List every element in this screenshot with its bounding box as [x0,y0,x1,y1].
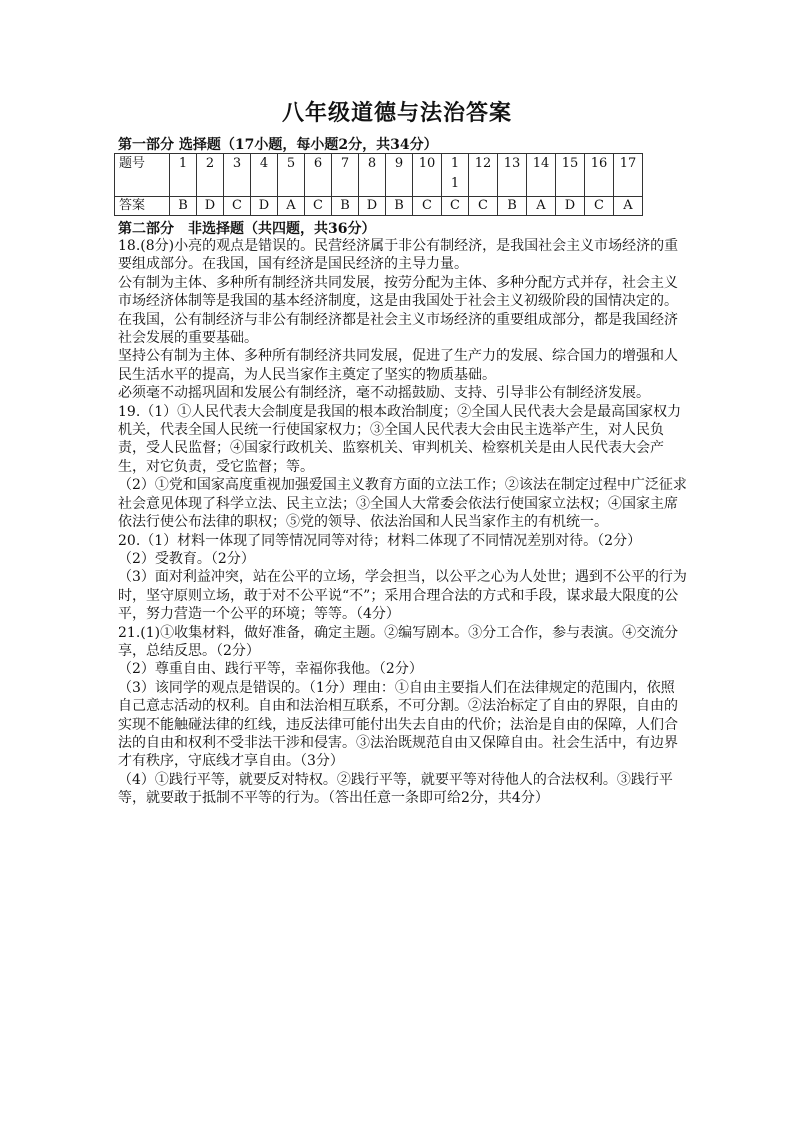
question-number: 15 [556,154,585,197]
answer-cell: D [197,197,224,216]
row-label-question-number: 题号 [115,154,170,197]
answer-cell: B [332,197,359,216]
answer-paragraph-q21-4: （4）①践行平等，就要反对特权。②践行平等，就要平等对待他人的合法权利。③践行平等，就要敢于抵制不平等的行为。（答出任意一条即可给2分，共4分） [118,771,673,807]
question-number: 3 [224,154,251,197]
question-number: 9 [386,154,413,197]
answer-cell: A [278,197,305,216]
answer-cell: D [359,197,386,216]
answer-table [114,153,643,216]
answer-paragraph-q18: 公有制为主体、多种所有制经济共同发展，按劳分配为主体、多种分配方式并存，社会主义市场经济体制等是我国的基本经济制度，这是由我国处于社会主义初级阶段的国情决定的。在我国，公有制经济与非公有制经济都是社会主义市场经济的重要组成部分，都是我国经济社会发展的重要基础。 [118,274,678,347]
question-number-row [115,154,643,197]
answer-paragraph-q20-3: （3）面对利益冲突，站在公平的立场，学会担当，以公平之心为人处世；遇到不公平的行为时，坚守原则立场，敢于对不公平说“不”；采用合理合法的方式和手段，谋求最大限度的公平，努力营造一个公平的环境；等等。（4分） [118,569,687,623]
question-number: 14 [527,154,556,197]
question-number: 4 [251,154,278,197]
question-number: 10 [413,154,442,197]
question-number: 2 [197,154,224,197]
answer-cell: C [305,197,332,216]
section2-heading: 第二部分 非选择题（共四题，共36分） [118,221,376,237]
answer-body [118,237,688,808]
question-number: 5 [278,154,305,197]
question-number: 1 1 [442,154,469,197]
answer-paragraph-q19-2: （2）①党和国家高度重视加强爱国主义教育方面的立法工作；②该法在制定过程中广泛征求社会意见体现了科学立法、民主立法；③全国人大常委会依法行使国家立法权；④国家主席依法行使公布法律的职权；⑤党的领导、依法治国和人民当家作主的有机统一。 [118,477,687,531]
question-number: 8 [359,154,386,197]
page-title: 八年级道德与法治答案 [281,100,512,126]
answer-cell: A [527,197,556,216]
question-number: 16 [585,154,614,197]
answer-cell: D [556,197,585,216]
question-number: 6 [305,154,332,197]
answer-cell: C [413,197,442,216]
section1-heading: 第一部分 选择题（17小题，每小题2分，共34分） [118,137,438,153]
answer-paragraph-q21-3: （3）该同学的观点是错误的。（1分）理由：①自由主要指人们在法律规定的范围内，依照自己意志活动的权利。自由和法治相互联系，不可分割。②法治标定了自由的界限，自由的实现不能触碰法律的红线，违反法律可能付出失去自由的代价；法治是自由的保障，人们合法的自由和权利不受非法干涉和侵害。③法治既规范自由又保障自由。社会生活中，有边界才有秩序，守底线才享自由。（3分） [118,679,678,770]
answer-cell: D [251,197,278,216]
answer-cell: C [469,197,498,216]
answer-paragraph-q18: 必须毫不动摇巩固和发展公有制经济，毫不动摇鼓励、支持、引导非公有制经济发展。 [118,385,650,402]
answer-paragraph-q19-1: 19.（1）①人民代表大会制度是我国的根本政治制度；②全国人民代表大会是最高国家权力机关，代表全国人民统一行使国家权力；③全国人民代表大会由民主选举产生，对人民负责，受人民监督；④国家行政机关、监察机关、审判机关、检察机关是由人民代表大会产生，对它负责，受它监督；等。 [118,403,682,475]
answer-row [115,197,643,216]
question-number: 13 [498,154,527,197]
answer-paragraph-q18: 18.(8分)小亮的观点是错误的。民营经济属于非公有制经济，是我国社会主义市场经济的重要组成部分。在我国，国有经济是国民经济的主导力量。 [118,238,679,273]
answer-paragraph-q20-2: （2）受教育。（2分） [118,550,255,567]
answer-paragraph-q21-2: （2）尊重自由、践行平等，幸福你我他。（2分） [118,661,423,678]
answer-cell: C [585,197,614,216]
question-number: 1 [170,154,197,197]
question-number: 17 [614,154,643,197]
answer-cell: B [170,197,197,216]
question-number: 12 [469,154,498,197]
answer-paragraph-q18: 坚持公有制为主体、多种所有制经济共同发展，促进了生产力的发展、综合国力的增强和人民生活水平的提高，为人民当家作主奠定了坚实的物质基础。 [118,348,678,383]
row-label-answer: 答案 [115,197,170,216]
answer-cell: B [498,197,527,216]
answer-cell: A [614,197,643,216]
question-number: 7 [332,154,359,197]
answer-cell: C [442,197,469,216]
answer-paragraph-q20-1: 20.（1）材料一体现了同等情况同等对待；材料二体现了不同情况差别对待。（2分） [118,532,642,549]
answer-cell: C [224,197,251,216]
answer-paragraph-q21-1: 21.(1)①收集材料，做好准备，确定主题。②编写剧本。③分工合作，参与表演。④交流分享，总结反思。（2分） [118,624,679,659]
answer-cell: B [386,197,413,216]
